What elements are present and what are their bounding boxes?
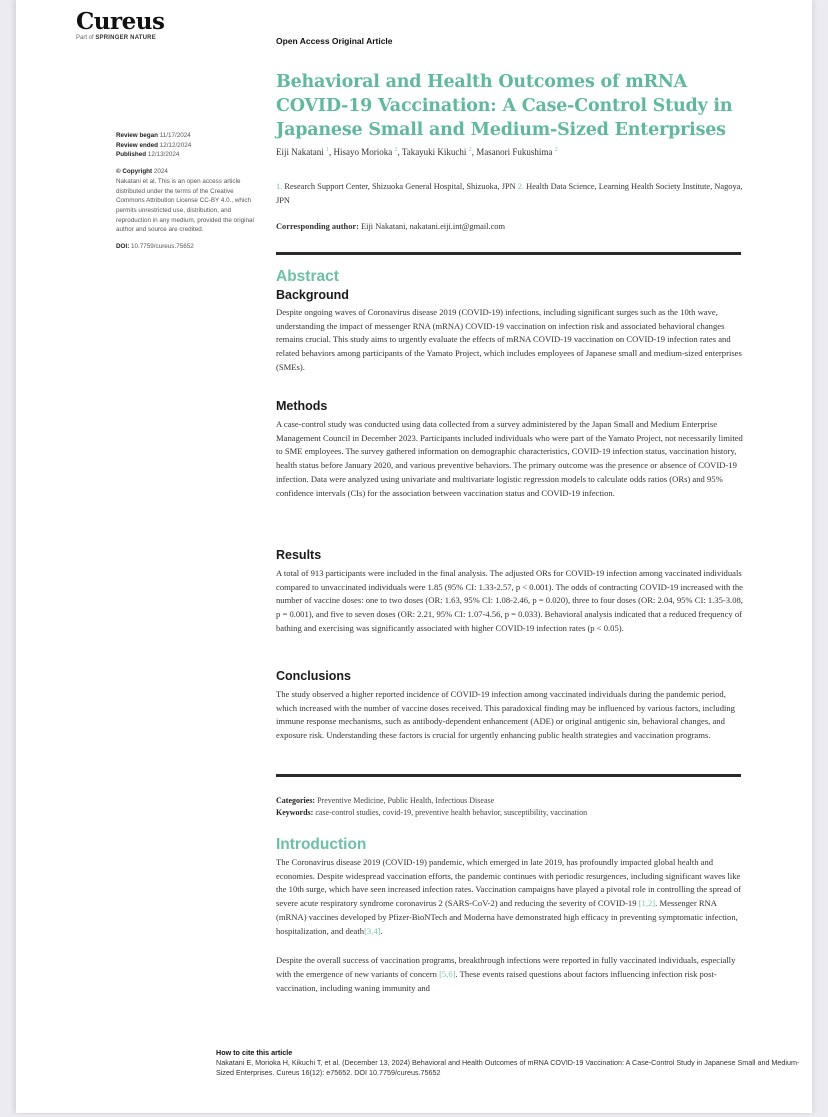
corresponding-contact[interactable]: Eiji Nakatani, nakatani.eiji.int@gmail.com [361,222,506,231]
corresponding-author [276,222,744,231]
published-label: Published [116,151,147,159]
copyright-label: © Copyright [116,168,153,176]
affiliation-text: Research Support Center, Shizuoka General Hospital, Shizuoka, JPN [284,182,516,191]
cureus-logo[interactable] [76,8,164,41]
article-page [16,0,812,1113]
citation-heading: How to cite this article [216,1048,293,1057]
license-text: Nakatani et al. This is an open access article distributed under the terms of the Creative Commons Attribution License CC-BY 4.0., which permits unrestricted use, distribution, and reproduction in any medium, provided the original author and source are credited. [116,177,254,234]
doi-link[interactable]: 10.7759/cureus.75652 [131,243,194,251]
background-text: Despite ongoing waves of Coronavirus disease 2019 (COVID-19) infections, including significant surges such as the 10th wave, understanding the impact of messenger RNA (mRNA) COVID-19 vaccination on infection risk and associated behavioral changes remains crucial. This study aims to urgently evaluate the effects of mRNA COVID-19 vaccination on COVID-19 infection rates and related behaviors among participants of the Yamato Project, which includes employees of Japanese small and medium-sized enterprises (SMEs). [276,307,742,372]
reference-link[interactable]: [1,2] [638,898,656,909]
results-section [276,548,744,636]
keywords-label: Keywords: [276,808,314,817]
methods-heading: Methods [276,399,328,413]
categories [276,795,744,807]
introduction-heading: Introduction [276,836,367,853]
keywords [276,807,744,819]
author[interactable]: Eiji Nakatani $^1$ [276,147,329,157]
results-heading: Results [276,548,322,562]
review-ended-date: 12/12/2024 [159,141,192,149]
review-began [116,131,261,141]
doi [116,242,261,252]
section-divider [276,774,741,777]
author-list: Eiji Nakatani $^1$, Hisayo Morioka $^2$, Takayuki Kikuchi $^2$, Masanori Fukushima $^2$ [276,147,558,157]
affiliations [276,180,744,208]
affiliation-text: Health Data Science, Learning Health Society Institute, Nagoya, JPN [276,182,743,205]
affiliation-number: 1. [276,182,283,191]
logo-subtitle [76,35,164,41]
review-ended [116,141,261,151]
methods-section [276,399,744,500]
logo-wordmark: Cureus [76,8,165,35]
copyright-year: 2024 [153,168,168,176]
results-text: A total of 913 participants were included in the final analysis. The adjusted ORs for COVID-19 infection among vaccinated individuals compared to unvaccinated individuals were 1.85 (95% CI: 1.33-2.57, p < 0.001). The odds of contracting COVID-19 increased with the number of vaccine doses: one to two doses (OR: 1.63, 95% CI: 1.08-2.46, p = 0.020), three to four doses (OR: 2.04, 95% CI: 1.35-3.08, p = 0.001), and five to seven doses (OR: 2.21, 95% CI: 1.07-4.56, p = 0.033). Behavioral analysis indicated that a reduced frequency of bathing and exercising was significantly associated with higher COVID-19 infection rates (p < 0.05). [276,568,743,633]
citation-text: Nakatani E, Morioka H, Kikuchi T, et al. (December 13, 2024) Behavioral and Health Outcomes of mRNA COVID-19 Vaccination: A Case-Control Study in Japanese Small and Medium-Sized Enterprises. Cureus 16(12): e75652. DOI 10.7759/cureus.75652 [216,1058,800,1077]
article-title: Behavioral and Health Outcomes of mRNA COVID-19 Vaccination: A Case-Control Study in Japanese Small and Medium-Sized Enterprises [276,72,733,140]
review-ended-label: Review ended [116,141,158,149]
doi-label: DOI: [116,243,130,251]
review-began-date: 11/17/2024 [159,132,191,139]
categories-label: Categories: [276,796,316,805]
section-divider [276,252,741,255]
conclusions-heading: Conclusions [276,669,352,683]
article-type-label: Open Access Original Article [276,36,393,46]
corresponding-label: Corresponding author: [276,222,359,231]
author[interactable]: Hisayo Morioka $^2$ [333,147,398,157]
review-began-label: Review began [116,132,158,139]
copyright [116,167,261,177]
introduction-paragraph: The Coronavirus disease 2019 (COVID-19) pandemic, which emerged in late 2019, has profoundly impacted global health and economies. Despite widespread vaccination efforts, the pandemic continues with periodic resurgences, including significant waves like the 10th surge, which have seen increased infection rates. Vaccination campaigns have played a pivotal role in controlling the spread of severe acute respiratory syndrome coronavirus 2 (SARS-CoV-2) and reducing the severity of COVID-19 [1,2]. Messenger RNA (mRNA) vaccines developed by Pfizer-BioNTech and Moderna have demonstrated high efficacy in preventing symptomatic infection, hospitalization, and death[3,4]. [276,857,742,936]
reference-link[interactable]: [5,6] [439,968,456,979]
logo-sub-brand: SPRINGER NATURE [95,35,156,41]
published [116,150,261,160]
conclusions-text: The study observed a higher reported incidence of COVID-19 infection among vaccinated individuals during the pandemic period, which increased with the number of vaccine doses received. This paradoxical finding may be influenced by various factors, including immune response mechanisms, such as antibody-dependent enhancement (ADE) or original antigenic sin, behavioral changes, and exposure risk. Understanding these factors is crucial for urgently enhancing public health strategies and vaccination programs. [276,689,735,741]
author[interactable]: Takayuki Kikuchi $^2$ [401,147,472,157]
article-sidebar [116,131,261,252]
methods-text: A case-control study was conducted using data collected from a survey administered by the Japan Small and Medium Enterprise Management Council in December 2023. Participants included individuals who were part of the Yamato Project, not necessarily limited to SME employees. The survey gathered information on demographic characteristics, COVID-19 infection status, vaccination history, health status before January 2020, and various preventive behaviors. The primary outcome was the presence or absence of COVID-19 infection. Data were analyzed using univariate and multivariate logistic regression models to calculate odds ratios (ORs) and 95% confidence intervals (CIs) for the association between vaccination status and COVID-19 infection. [276,419,743,498]
reference-link[interactable]: [3,4] [364,925,381,936]
citation-box [216,1048,816,1078]
author[interactable]: Masanori Fukushima $^2$ [476,147,558,157]
logo-sub-prefix: Part of [76,35,94,41]
affiliation-number: 2. [517,182,525,191]
article-meta [276,795,744,819]
keywords-list: case-control studies, covid-19, preventive health behavior, susceptibility, vaccination [315,808,588,817]
introduction-paragraph: Despite the overall success of vaccination programs, breakthrough infections were reported in fully vaccinated individuals, especially with the emergence of new variants of concern [5,6]. These events raised questions about factors influencing infection risk post-vaccination, including waning immunity and [276,955,736,993]
background-heading: Background [276,288,349,302]
categories-list[interactable]: Preventive Medicine, Public Health, Infectious Disease [317,796,495,805]
published-date: 12/13/2024 [147,151,180,159]
conclusions-section [276,669,744,743]
abstract-section [276,268,744,375]
introduction-section [276,836,744,995]
abstract-heading: Abstract [276,268,339,285]
